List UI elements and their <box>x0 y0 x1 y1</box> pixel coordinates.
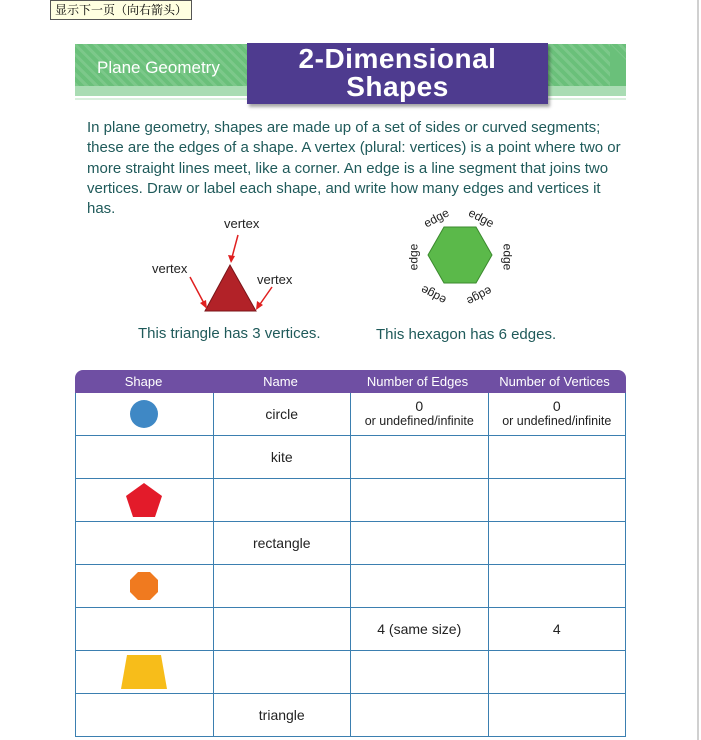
shape-cell <box>76 479 214 521</box>
shape-cell[interactable] <box>76 436 214 478</box>
hexagon-caption: This hexagon has 6 edges. <box>376 326 557 343</box>
vertices-cell[interactable] <box>489 393 626 435</box>
edge-label-2: edge <box>466 205 497 231</box>
banner-arrow-tip <box>610 44 626 86</box>
page-title <box>247 43 548 101</box>
arrow-top-head <box>228 255 235 263</box>
table-body <box>75 393 626 737</box>
name-cell[interactable] <box>214 608 352 650</box>
edge-label-5: edge <box>418 282 449 308</box>
table-row <box>76 393 625 436</box>
vertex-label-left: vertex <box>152 261 188 276</box>
pentagon-shape <box>124 481 164 519</box>
triangle-shape <box>205 265 256 311</box>
vertices-cell[interactable] <box>489 651 626 693</box>
edge-label-3: edge <box>500 243 515 271</box>
name-cell[interactable] <box>214 565 352 607</box>
header-name: Name <box>263 374 298 389</box>
vertices-cell[interactable] <box>489 694 626 736</box>
header-vertices: Number of Vertices <box>499 374 610 389</box>
hexagon-shape <box>428 227 492 283</box>
vertex-label-right: vertex <box>257 272 293 287</box>
vertices-cell[interactable] <box>489 522 626 564</box>
vertex-label-top: vertex <box>224 216 260 231</box>
shape-cell <box>76 565 214 607</box>
shape-cell[interactable] <box>76 694 214 736</box>
name-cell[interactable] <box>214 479 352 521</box>
tooltip: 显示下一页（向右箭头） <box>50 0 192 20</box>
edges-note: or undefined/infinite <box>364 414 474 428</box>
edge-label-1: edge <box>421 205 452 231</box>
header-shape: Shape <box>124 374 163 389</box>
table-row <box>76 436 625 479</box>
edges-cell[interactable] <box>351 479 489 521</box>
vertices-cell[interactable]: 4 <box>552 620 561 637</box>
octagon-shape <box>128 570 160 602</box>
table-row <box>76 479 625 522</box>
edges-cell[interactable] <box>351 522 489 564</box>
shape-cell <box>76 651 214 693</box>
intro-paragraph: In plane geometry, shapes are made up of a set of sides or curved segments; these are the edges of a shape. A vertex (plural: vertices) is a point where two or more straight lines meet, like a corner. An edge is a line segment that joins two vertices. Draw or label each shape, and write how many edges and vertices it has. <box>87 119 621 218</box>
name-cell[interactable]: rectangle <box>214 522 352 564</box>
edges-cell[interactable] <box>351 694 489 736</box>
edge-label-6: edge <box>406 243 421 271</box>
table-row <box>76 522 625 565</box>
title-box <box>247 43 548 104</box>
name-cell[interactable]: triangle <box>214 694 352 736</box>
name-cell[interactable] <box>214 651 352 693</box>
arrow-left-head <box>200 300 207 309</box>
shape-cell[interactable] <box>76 608 214 650</box>
section-label: Plane Geometry <box>97 58 220 77</box>
table-header <box>75 370 626 393</box>
title-line-2: Shapes <box>346 71 449 102</box>
circle-shape <box>129 399 159 429</box>
table-row <box>76 651 625 694</box>
edges-cell[interactable] <box>351 393 489 435</box>
edges-cell[interactable] <box>351 436 489 478</box>
name-cell[interactable]: circle <box>214 393 352 435</box>
table-row <box>76 608 625 651</box>
vertices-cell[interactable] <box>489 436 626 478</box>
table-row <box>76 694 625 737</box>
vertices-cell[interactable] <box>489 479 626 521</box>
vertices-value: 0 <box>552 398 561 414</box>
vertices-note: or undefined/infinite <box>502 414 612 428</box>
title-line-1: 2-Dimensional <box>298 43 497 74</box>
name-cell[interactable]: kite <box>214 436 352 478</box>
trapezoid-shape <box>119 653 169 691</box>
header-edges: Number of Edges <box>366 374 469 389</box>
table-row <box>76 565 625 608</box>
shape-cell <box>76 393 214 435</box>
edges-value: 0 <box>415 398 424 414</box>
vertices-cell[interactable] <box>489 565 626 607</box>
shape-cell[interactable] <box>76 522 214 564</box>
shapes-table <box>75 370 626 737</box>
triangle-caption: This triangle has 3 vertices. <box>138 325 321 342</box>
edges-cell[interactable]: 4 (same size) <box>351 608 489 650</box>
edges-cell[interactable] <box>351 651 489 693</box>
page-edge <box>697 0 699 740</box>
edges-cell[interactable] <box>351 565 489 607</box>
edge-label-4: edge <box>464 283 495 309</box>
